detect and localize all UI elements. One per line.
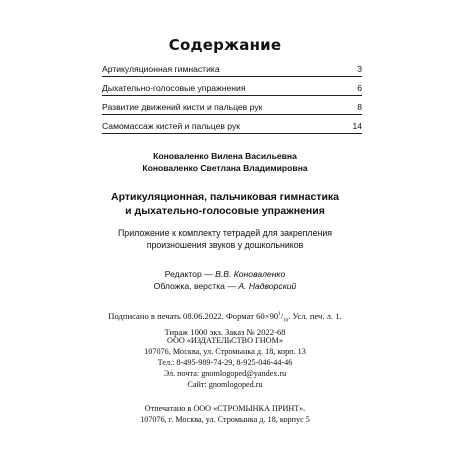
- author-name: Коноваленко Светлана Владимировна: [142, 163, 308, 173]
- layout-label: Обложка, верстка —: [153, 281, 236, 291]
- printer-info: [0, 403, 450, 425]
- author-name: Коноваленко Вилена Васильевна: [153, 151, 297, 161]
- toc-item-page: 14: [352, 121, 362, 131]
- editor-label: Редактор —: [164, 269, 213, 279]
- subtitle-line: Приложение к комплекту тетрадей для закрепления: [117, 228, 332, 238]
- book-title-line: Артикуляционная, пальчиковая гимнастика: [111, 191, 339, 203]
- layout-name: А. Надворский: [238, 281, 297, 291]
- book-subtitle: [0, 227, 450, 251]
- credits: [0, 268, 450, 292]
- publisher-name: ООО «ИЗДАТЕЛЬСТВО ГНОМ»: [167, 336, 283, 345]
- format-sup: 1: [278, 312, 281, 317]
- toc-item-label: Самомассаж кистей и пальцев рук: [102, 121, 241, 131]
- signed-prefix: Подписано в печать 08.06.2022. Формат 60×90: [108, 310, 279, 321]
- toc-item-label: Развитие движений кисти и пальцев рук: [102, 102, 263, 112]
- toc-row: [102, 96, 362, 115]
- print-run-line: Тираж 1000 экз. Заказ № 2022-68: [164, 326, 286, 337]
- layout-credit: [0, 280, 450, 292]
- print-info: [0, 309, 450, 338]
- toc-row: [102, 58, 362, 77]
- toc-row: [102, 115, 362, 134]
- subtitle-line: произношения звуков у дошкольников: [146, 240, 304, 250]
- table-of-contents: [102, 58, 362, 134]
- authors: [0, 150, 450, 174]
- toc-item-page: 6: [357, 83, 362, 93]
- toc-item-page: 8: [357, 102, 362, 112]
- publisher-email: Эл. почта: gnomlogoped@yandex.ru: [163, 369, 287, 378]
- toc-row: [102, 77, 362, 96]
- publisher-address: 107076, Москва, ул. Стромынка д. 18, корп. 13: [144, 347, 306, 356]
- signed-suffix: . Усл. печ. л. 1.: [288, 310, 342, 321]
- toc-title: Содержание: [168, 36, 282, 54]
- editor-name: В.В. Коноваленко: [215, 269, 286, 279]
- toc-item-page: 3: [357, 64, 362, 74]
- toc-item-label: Дыхательно-голосовые упражнения: [102, 83, 246, 93]
- print-signed-line: Подписано в печать 08.06.2022. Формат $60\times 90^1/_{16}$. Усл. печ. л. 1.: [108, 310, 342, 324]
- printer-address: 107076, г. Москва, ул. Стромынка д. 18, корпус 5: [140, 415, 310, 424]
- book-title-line: и дыхательно-голосовые упражнения: [125, 205, 325, 217]
- editor-credit: [0, 268, 450, 280]
- toc-item-label: Артикуляционная гимнастика: [102, 64, 220, 74]
- publisher-phone: Тел.: 8-495-989-74-29, 8-925-046-44-46: [157, 358, 293, 367]
- publisher-site: Сайт: gnomlogoped.ru: [187, 380, 263, 389]
- publisher-info: [0, 335, 450, 390]
- book-title: [0, 190, 450, 218]
- printer-name: Отпечатано в ООО «СТРОМЫНКА ПРИНТ».: [144, 404, 306, 413]
- format-sub: 16: [283, 318, 289, 324]
